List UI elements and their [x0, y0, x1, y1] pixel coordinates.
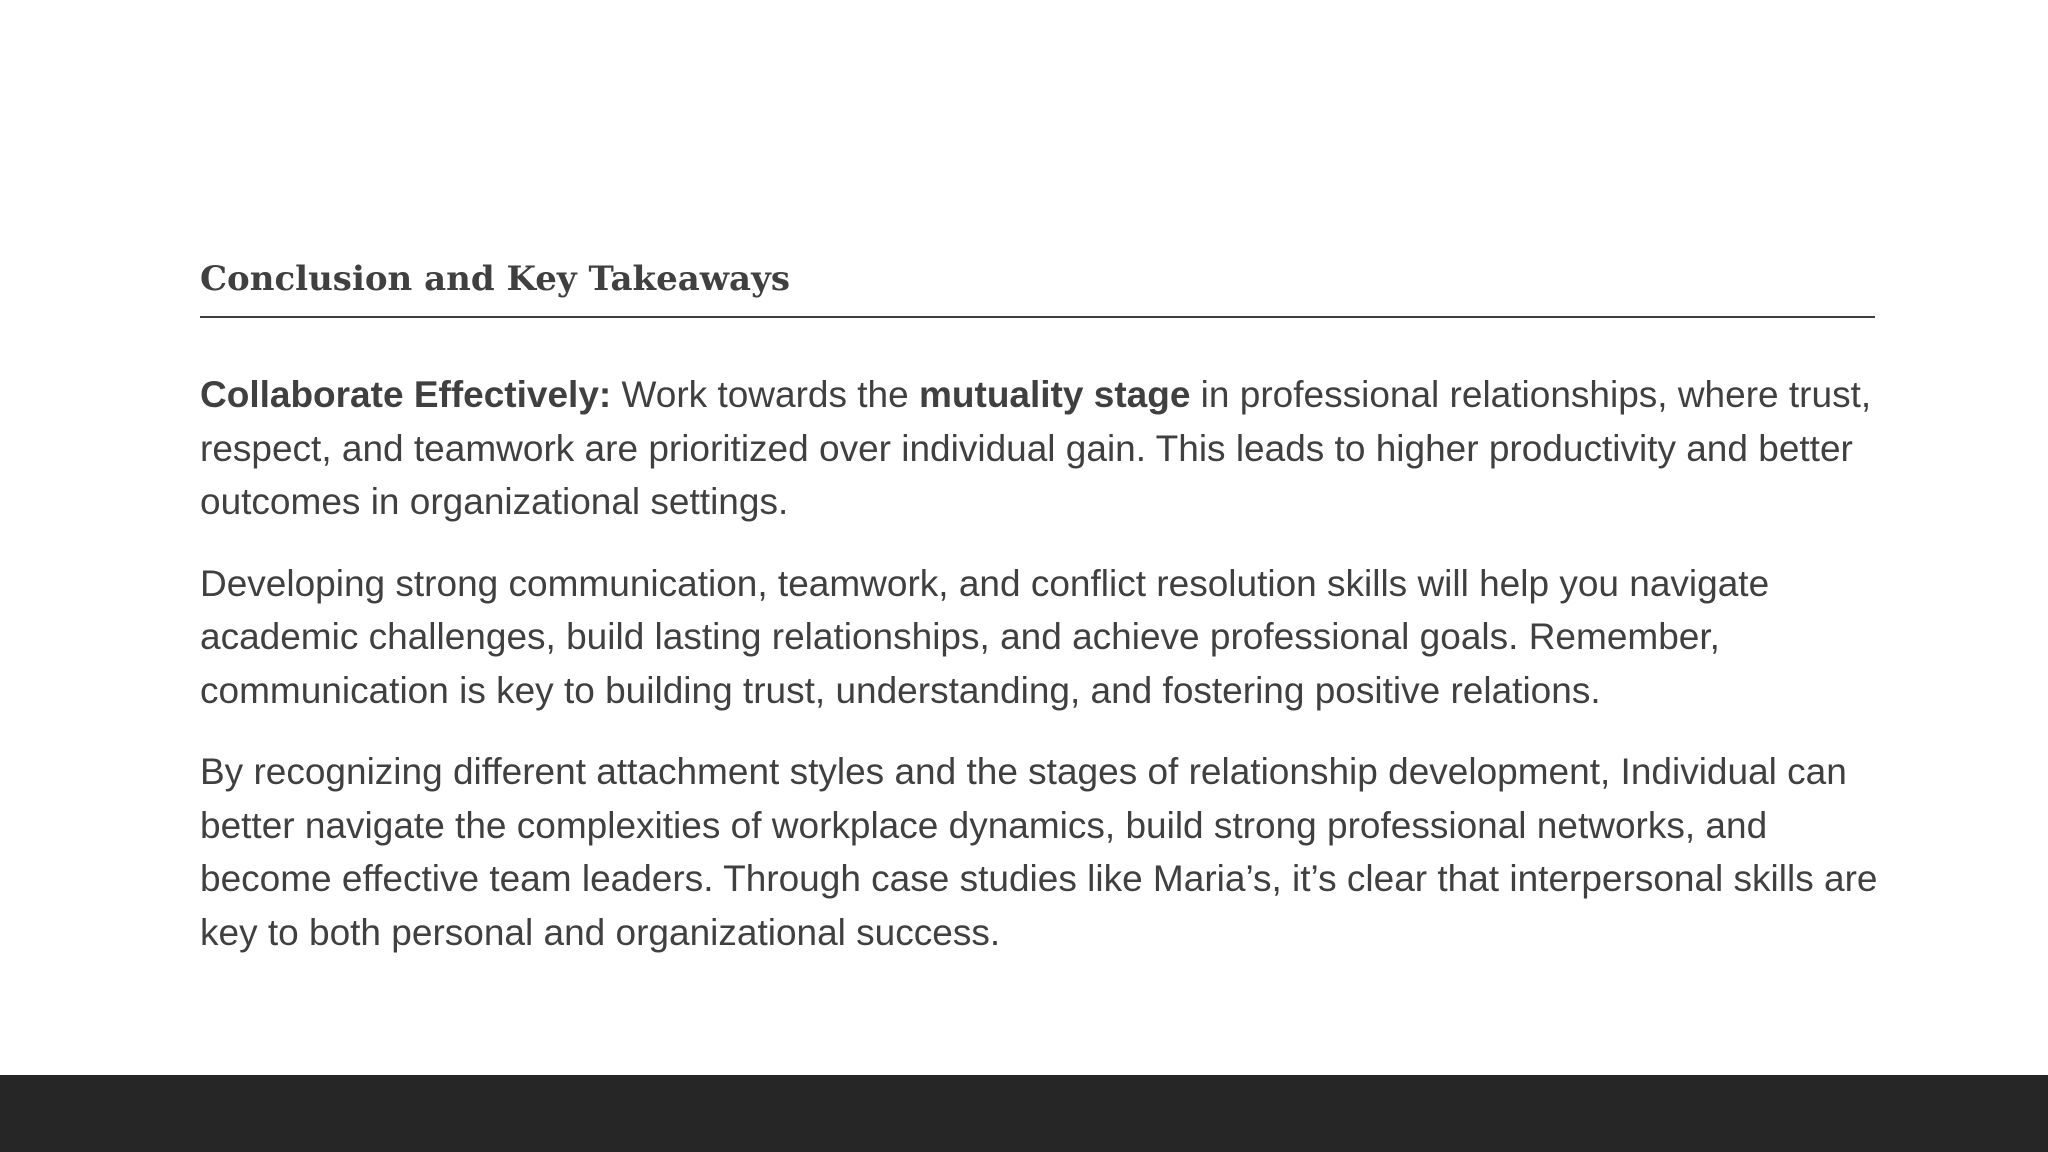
paragraph-lead: Collaborate Effectively:: [200, 374, 612, 415]
footer-bar: [0, 1075, 2048, 1152]
paragraph-communication: Developing strong communication, teamwork, and conflict resolution skills will help you navigate academic challenges, build lasting relationships, and achieve professional goals. Remember, communication is key to building trust, understanding, and fostering positive relations.: [200, 562, 1770, 711]
paragraph-emphasis: mutuality stage: [919, 374, 1191, 415]
slide-title: Conclusion and Key Takeaways: [200, 259, 790, 299]
paragraph-text: Work towards the: [611, 374, 919, 415]
slide-body: [200, 368, 1890, 987]
title-divider: [200, 316, 1875, 318]
paragraph-text: in professional relationships, where trust, respect, and teamwork are prioritized over individual gain. This leads to higher productivity and better outcomes in organizational settings.: [200, 374, 1872, 522]
paragraph-attachment-styles: By recognizing different attachment styles and the stages of relationship development, Individual can better navigate the complexities of workplace dynamics, build strong professional networks, and become effective team leaders. Through case studies like Maria’s, it’s clear that interpersonal skills are key to both personal and organizational success.: [200, 751, 1878, 953]
paragraph-collaborate: [200, 368, 1890, 529]
